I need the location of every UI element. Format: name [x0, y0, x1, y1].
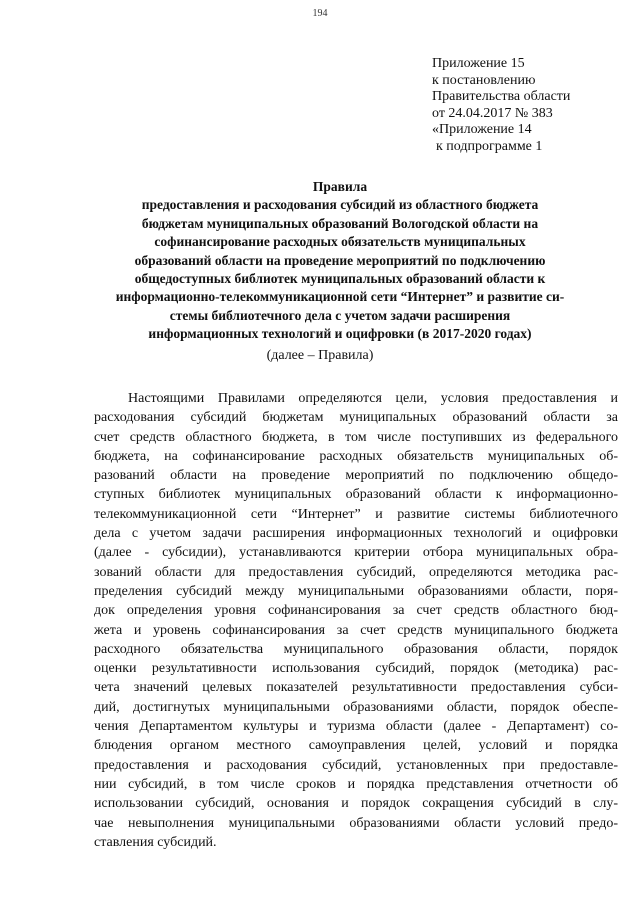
appendix-line: «Приложение 14 [432, 122, 532, 138]
body-line: жета и уровень софинансирования за счет средств муниципального бюджета [94, 622, 618, 638]
body-line: чета значений целевых показателей результативности предоставления субси- [94, 680, 618, 696]
appendix-line: Правительства области [432, 89, 571, 105]
title-line: бюджетам муниципальных образований Вологодской области на [141, 215, 539, 231]
body-line: пределения субсидий между муниципальными образованиями области, поря- [94, 583, 618, 599]
appendix-reference [432, 56, 632, 156]
body-line: расходования субсидий бюджетам муниципальных образований области за [94, 410, 618, 426]
title-line: общедоступных библиотек муниципальных образований области к [134, 271, 546, 287]
title-line: стемы библиотечного дела с учетом задачи расширения [169, 307, 511, 323]
body-line: (далее - субсидии), устанавливаются критерии отбора муниципальных обра- [94, 545, 618, 561]
appendix-line: к подпрограмме 1 [436, 138, 543, 154]
title-line: предоставления и расходования субсидий из областного бюджета [141, 197, 539, 213]
body-line: дела с учетом задачи расширения информационных технологий и оцифровки [94, 526, 618, 542]
document-subtitle: (далее – Правила) [266, 348, 374, 363]
body-line: разований области на проведение мероприятий по подключению общедо- [94, 468, 618, 484]
body-line: телекоммуникационной сети “Интернет” и развитие системы библиотечного [94, 506, 618, 522]
body-paragraph [94, 389, 618, 852]
body-line: бюджета, на софинансирование расходных обязательств муниципальных об- [94, 448, 618, 464]
body-line: док определения уровня софинансирования за счет средств областного бюд- [94, 603, 618, 619]
body-line: нии субсидий, в том числе сроков и порядка представления отчетности об [94, 776, 618, 792]
body-line: зований области для предоставления субсидий, определяются методика рас- [94, 564, 618, 580]
document-title [72, 178, 608, 344]
body-line: чения Департаментом культуры и туризма области (далее - Департамент) со- [94, 719, 618, 735]
body-line: ставления субсидий. [94, 834, 217, 850]
body-line: расходного обязательства муниципального образования области, порядок [94, 641, 618, 657]
title-line: информационно-телекоммуникационной сети “Интернет” и развитие си- [115, 289, 565, 305]
body-line: оценки результативности использования субсидий, порядок (методика) рас- [94, 661, 618, 677]
body-line: чае невыполнения муниципальными образованиями области условий предо- [94, 815, 618, 831]
appendix-line: от 24.04.2017 № 383 [432, 105, 553, 121]
body-line: счет средств областного бюджета, в том числе поступивших из федерального [94, 429, 618, 445]
body-line: Настоящими Правилами определяются цели, условия предоставления и [128, 391, 618, 406]
body-line: блюдения органом местного самоуправления целей, условий и порядка [94, 738, 618, 754]
appendix-line: к постановлению [432, 72, 536, 88]
body-line: ступных библиотек муниципальных образований области к информационно- [94, 487, 618, 503]
title-line: софинансирование расходных обязательств муниципальных [154, 234, 526, 250]
title-line: информационных технологий и оцифровки (в 2017-2020 годах) [148, 326, 532, 342]
body-line: использовании субсидий, основания и порядок сокращения субсидий в слу- [94, 796, 618, 812]
body-line: дий, достигнутых муниципальными образованиями области, порядок обеспе- [94, 699, 618, 715]
page-number: 194 [312, 8, 328, 19]
body-line: предоставления и расходования субсидий, установленных при предоставле- [94, 757, 618, 773]
title-line: образований области на проведение мероприятий по подключению [134, 252, 546, 268]
title-heading: Правила [312, 179, 368, 194]
appendix-line: Приложение 15 [432, 56, 525, 71]
